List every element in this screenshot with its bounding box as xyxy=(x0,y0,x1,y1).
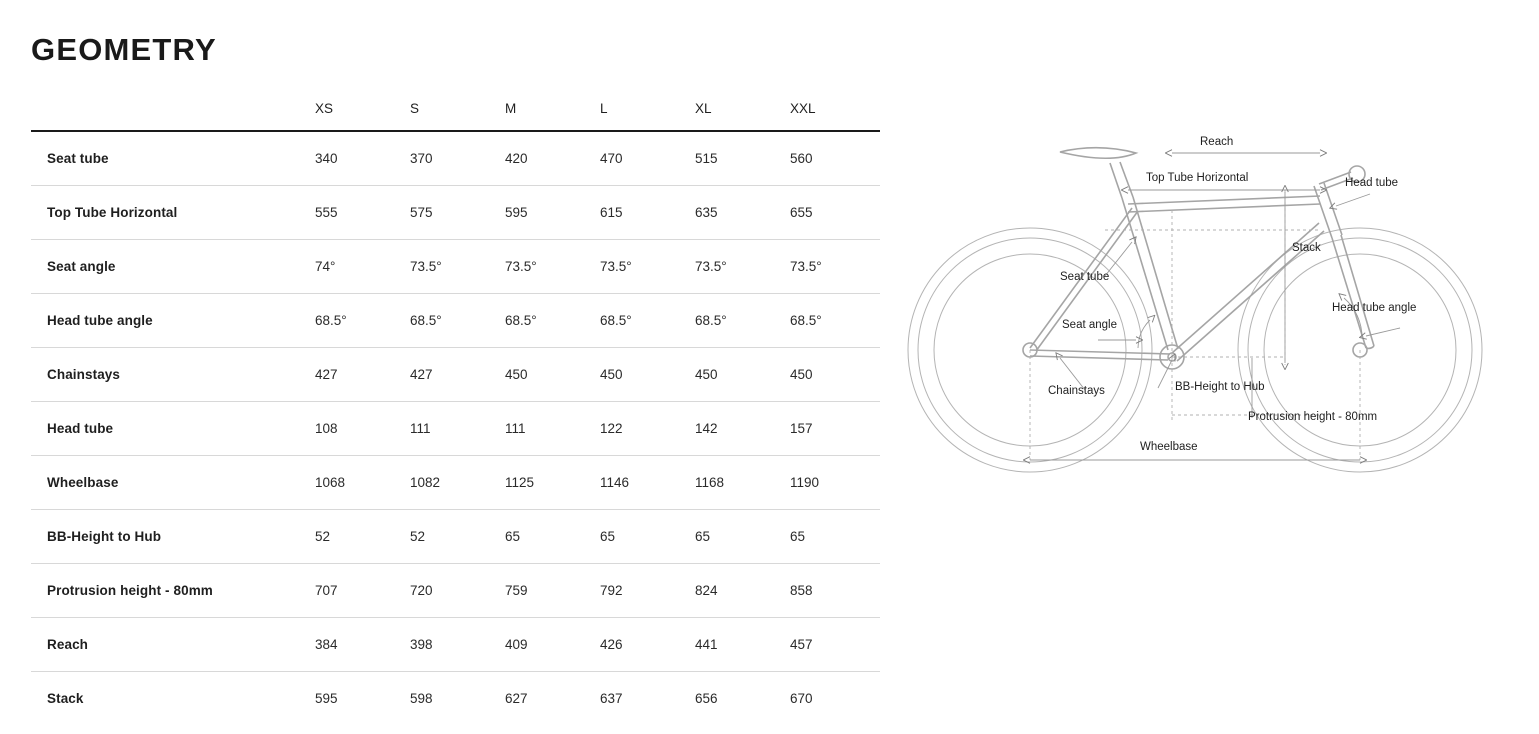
cell-l: 73.5° xyxy=(600,259,632,274)
bb-height-leader xyxy=(1158,360,1172,388)
chainstay-line-2 xyxy=(1030,356,1168,360)
page-title: GEOMETRY xyxy=(31,32,217,67)
cell-xl: 824 xyxy=(695,583,718,598)
cell-xl: 1168 xyxy=(695,475,725,490)
cell-xs: 74° xyxy=(315,259,336,274)
cell-m: 68.5° xyxy=(505,313,537,328)
seat-tube-line xyxy=(1122,198,1168,350)
cell-s: 73.5° xyxy=(410,259,442,274)
table-row xyxy=(31,240,880,294)
table-row xyxy=(31,564,880,618)
fork-line-2 xyxy=(1341,235,1374,346)
row-label: Top Tube Horizontal xyxy=(47,205,178,220)
row-label: Head tube xyxy=(47,421,114,436)
cell-xl: 73.5° xyxy=(695,259,727,274)
bike-geometry-diagram xyxy=(900,136,1530,550)
label-protrusion: Protrusion height - 80mm xyxy=(1248,411,1378,423)
cell-m: 627 xyxy=(505,691,528,706)
head-tube-line-2 xyxy=(1324,183,1342,235)
cell-m: 595 xyxy=(505,205,528,220)
cell-m: 73.5° xyxy=(505,259,537,274)
top-tube-line xyxy=(1128,196,1320,204)
cell-xs: 427 xyxy=(315,367,338,382)
cell-s: 1082 xyxy=(410,475,441,490)
cell-xs: 555 xyxy=(315,205,338,220)
row-label: Wheelbase xyxy=(47,475,119,490)
seatpost-line xyxy=(1110,163,1122,198)
cell-xl: 656 xyxy=(695,691,718,706)
saddle xyxy=(1060,148,1136,159)
table-row xyxy=(31,510,880,564)
cell-s: 68.5° xyxy=(410,313,442,328)
top-tube-line-2 xyxy=(1128,204,1320,212)
cell-l: 122 xyxy=(600,421,623,436)
cell-l: 450 xyxy=(600,367,623,382)
cell-xs: 108 xyxy=(315,421,338,436)
row-label: Stack xyxy=(47,691,84,706)
label-head-tube-angle: Head tube angle xyxy=(1332,302,1417,314)
chainstay-line xyxy=(1030,350,1170,354)
label-reach: Reach xyxy=(1200,136,1234,148)
cell-xxl: 858 xyxy=(790,583,813,598)
head-tube-angle-leader xyxy=(1366,328,1400,336)
table-row xyxy=(31,186,880,240)
cell-m: 450 xyxy=(505,367,528,382)
seatpost-line-2 xyxy=(1120,162,1133,197)
table-header-row xyxy=(31,86,880,131)
geometry-table xyxy=(31,86,880,725)
cell-xl: 142 xyxy=(695,421,718,436)
cell-m: 420 xyxy=(505,151,528,166)
seat-angle-arc xyxy=(1138,320,1150,348)
cell-xl: 450 xyxy=(695,367,718,382)
row-label: Seat tube xyxy=(47,151,109,166)
cell-xs: 595 xyxy=(315,691,338,706)
column-header-xs: XS xyxy=(315,100,334,116)
cell-l: 637 xyxy=(600,691,623,706)
column-header-blank xyxy=(31,86,310,131)
column-header-l: L xyxy=(600,100,608,116)
cell-m: 65 xyxy=(505,529,521,544)
bike-wheels-group xyxy=(908,228,1482,472)
dimension-labels-group xyxy=(1048,136,1416,453)
column-header-xxl: XXL xyxy=(790,100,816,116)
cell-xs: 68.5° xyxy=(315,313,347,328)
label-wheelbase: Wheelbase xyxy=(1140,441,1198,453)
label-top-tube: Top Tube Horizontal xyxy=(1146,172,1249,184)
column-header-m: M xyxy=(505,100,517,116)
row-label: Reach xyxy=(47,637,89,652)
table-row xyxy=(31,456,880,510)
cell-m: 759 xyxy=(505,583,528,598)
table-header xyxy=(31,86,880,131)
row-label: Head tube angle xyxy=(47,313,153,328)
cell-s: 370 xyxy=(410,151,433,166)
cell-l: 1146 xyxy=(600,475,630,490)
label-seat-angle: Seat angle xyxy=(1062,319,1117,331)
cell-s: 427 xyxy=(410,367,433,382)
cell-s: 720 xyxy=(410,583,433,598)
cell-xxl: 1190 xyxy=(790,475,820,490)
cell-m: 111 xyxy=(505,421,526,436)
table-row xyxy=(31,131,880,186)
cell-s: 398 xyxy=(410,637,433,652)
cell-s: 111 xyxy=(410,421,431,436)
label-stack: Stack xyxy=(1292,242,1321,254)
label-seat-tube: Seat tube xyxy=(1060,271,1110,283)
table-row xyxy=(31,294,880,348)
cell-xxl: 560 xyxy=(790,151,813,166)
cell-xs: 1068 xyxy=(315,475,346,490)
cell-xs: 707 xyxy=(315,583,338,598)
cell-m: 409 xyxy=(505,637,528,652)
cell-xxl: 157 xyxy=(790,421,813,436)
cell-xxl: 670 xyxy=(790,691,813,706)
table-row xyxy=(31,672,880,726)
label-bb-height: BB-Height to Hub xyxy=(1175,381,1265,393)
column-header-xl: XL xyxy=(695,100,712,116)
cell-xl: 65 xyxy=(695,529,711,544)
table-body xyxy=(31,131,880,725)
cell-xs: 340 xyxy=(315,151,338,166)
cell-xxl: 73.5° xyxy=(790,259,822,274)
cell-xs: 384 xyxy=(315,637,338,652)
cell-xl: 515 xyxy=(695,151,718,166)
cell-xxl: 65 xyxy=(790,529,806,544)
table-row xyxy=(31,402,880,456)
cell-xl: 441 xyxy=(695,637,718,652)
cell-xs: 52 xyxy=(315,529,331,544)
geometry-table-wrapper xyxy=(31,86,880,725)
cell-xl: 68.5° xyxy=(695,313,727,328)
cell-xxl: 655 xyxy=(790,205,813,220)
cell-l: 68.5° xyxy=(600,313,632,328)
cell-l: 615 xyxy=(600,205,623,220)
cell-l: 65 xyxy=(600,529,616,544)
table-row xyxy=(31,348,880,402)
cell-s: 52 xyxy=(410,529,426,544)
cell-s: 598 xyxy=(410,691,433,706)
row-label: Seat angle xyxy=(47,259,116,274)
table-row xyxy=(31,618,880,672)
head-tube-leader xyxy=(1336,194,1370,206)
cell-m: 1125 xyxy=(505,475,535,490)
label-head-tube: Head tube xyxy=(1345,177,1399,189)
cell-xl: 635 xyxy=(695,205,718,220)
cell-s: 575 xyxy=(410,205,433,220)
cell-xxl: 457 xyxy=(790,637,813,652)
row-label: Protrusion height - 80mm xyxy=(47,583,213,598)
cell-l: 792 xyxy=(600,583,623,598)
row-label: Chainstays xyxy=(47,367,121,382)
row-label: BB-Height to Hub xyxy=(47,529,162,544)
cell-l: 470 xyxy=(600,151,623,166)
cell-xxl: 450 xyxy=(790,367,813,382)
label-chainstays: Chainstays xyxy=(1048,385,1105,397)
cell-l: 426 xyxy=(600,637,623,652)
column-header-s: S xyxy=(410,100,420,116)
cell-xxl: 68.5° xyxy=(790,313,822,328)
